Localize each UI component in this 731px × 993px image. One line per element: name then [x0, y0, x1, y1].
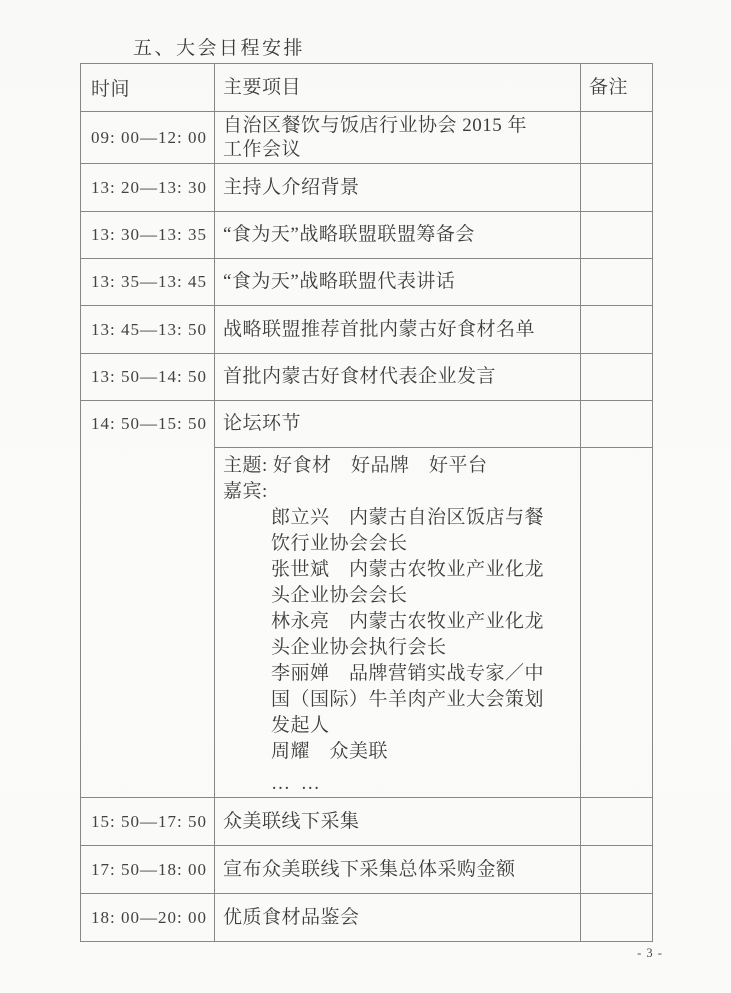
time-cell: 13: 30—13: 35 [81, 212, 215, 259]
item-cell: 优质食材品鉴会 [215, 894, 581, 942]
table-row [81, 306, 653, 354]
forum-detail-line: 张世斌 内蒙古农牧业产业化龙 [271, 559, 545, 580]
remark-cell [581, 401, 653, 448]
remark-cell [581, 798, 653, 846]
header-row [81, 64, 653, 112]
table-row [81, 354, 653, 401]
time-cell: 17: 50—18: 00 [81, 846, 215, 894]
item-cell: 论坛环节 [215, 401, 581, 448]
forum-row [81, 401, 653, 448]
time-cell: 09: 00—12: 00 [81, 112, 215, 164]
page-title: 五、大会日程安排 [133, 38, 306, 59]
remark-cell [581, 306, 653, 354]
forum-detail-ellipsis: … … [271, 773, 323, 794]
header-remark: 备注 [581, 64, 653, 112]
remark-cell [581, 354, 653, 401]
forum-detail-line: 国（国际）牛羊肉产业大会策划 [271, 689, 545, 710]
remark-cell [581, 846, 653, 894]
item-cell: 战略联盟推荐首批内蒙古好食材名单 [215, 306, 581, 354]
table-row [81, 259, 653, 306]
time-cell: 15: 50—17: 50 [81, 798, 215, 846]
remark-cell [581, 259, 653, 306]
item-cell: 主持人介绍背景 [215, 164, 581, 212]
forum-detail-cell [215, 448, 581, 798]
time-cell: 13: 20—13: 30 [81, 164, 215, 212]
schedule-table [80, 63, 653, 942]
item-cell: 首批内蒙古好食材代表企业发言 [215, 354, 581, 401]
item-line: 自治区餐饮与饭店行业协会 2015 年 [223, 114, 528, 136]
page-number: - 3 - [637, 946, 663, 960]
forum-detail-line: 饮行业协会会长 [271, 533, 408, 554]
forum-detail-line: 郎立兴 内蒙古自治区饭店与餐 [271, 507, 545, 528]
table-row [81, 894, 653, 942]
forum-detail-line: 发起人 [271, 715, 330, 736]
forum-detail-line: 主题: 好食材 好品牌 好平台 [223, 455, 488, 476]
table-row [81, 112, 653, 164]
forum-detail-line: 林永亮 内蒙古农牧业产业化龙 [271, 611, 545, 632]
table-row [81, 164, 653, 212]
item-line: 工作会议 [223, 138, 302, 160]
item-cell: “食为天”战略联盟代表讲话 [215, 259, 581, 306]
time-cell: 14: 50—15: 50 [81, 401, 215, 798]
header-time: 时间 [81, 64, 215, 112]
item-cell: 宣布众美联线下采集总体采购金额 [215, 846, 581, 894]
time-cell: 13: 35—13: 45 [81, 259, 215, 306]
time-cell: 13: 50—14: 50 [81, 354, 215, 401]
item-cell: 众美联线下采集 [215, 798, 581, 846]
forum-detail-line: 李丽婵 品牌营销实战专家／中 [271, 663, 545, 684]
remark-cell [581, 112, 653, 164]
item-cell [215, 112, 581, 164]
forum-detail-line: 头企业协会会长 [271, 585, 408, 606]
header-item: 主要项目 [215, 64, 581, 112]
remark-cell [581, 212, 653, 259]
forum-detail-line: 嘉宾: [223, 481, 268, 502]
item-cell: “食为天”战略联盟联盟筹备会 [215, 212, 581, 259]
table-row [81, 212, 653, 259]
forum-detail-line: 周耀 众美联 [271, 741, 389, 762]
table-row [81, 846, 653, 894]
time-cell: 13: 45—13: 50 [81, 306, 215, 354]
remark-cell [581, 894, 653, 942]
forum-detail-line: 头企业协会执行会长 [271, 637, 447, 658]
table-row [81, 798, 653, 846]
remark-cell [581, 448, 653, 798]
remark-cell [581, 164, 653, 212]
time-cell: 18: 00—20: 00 [81, 894, 215, 942]
